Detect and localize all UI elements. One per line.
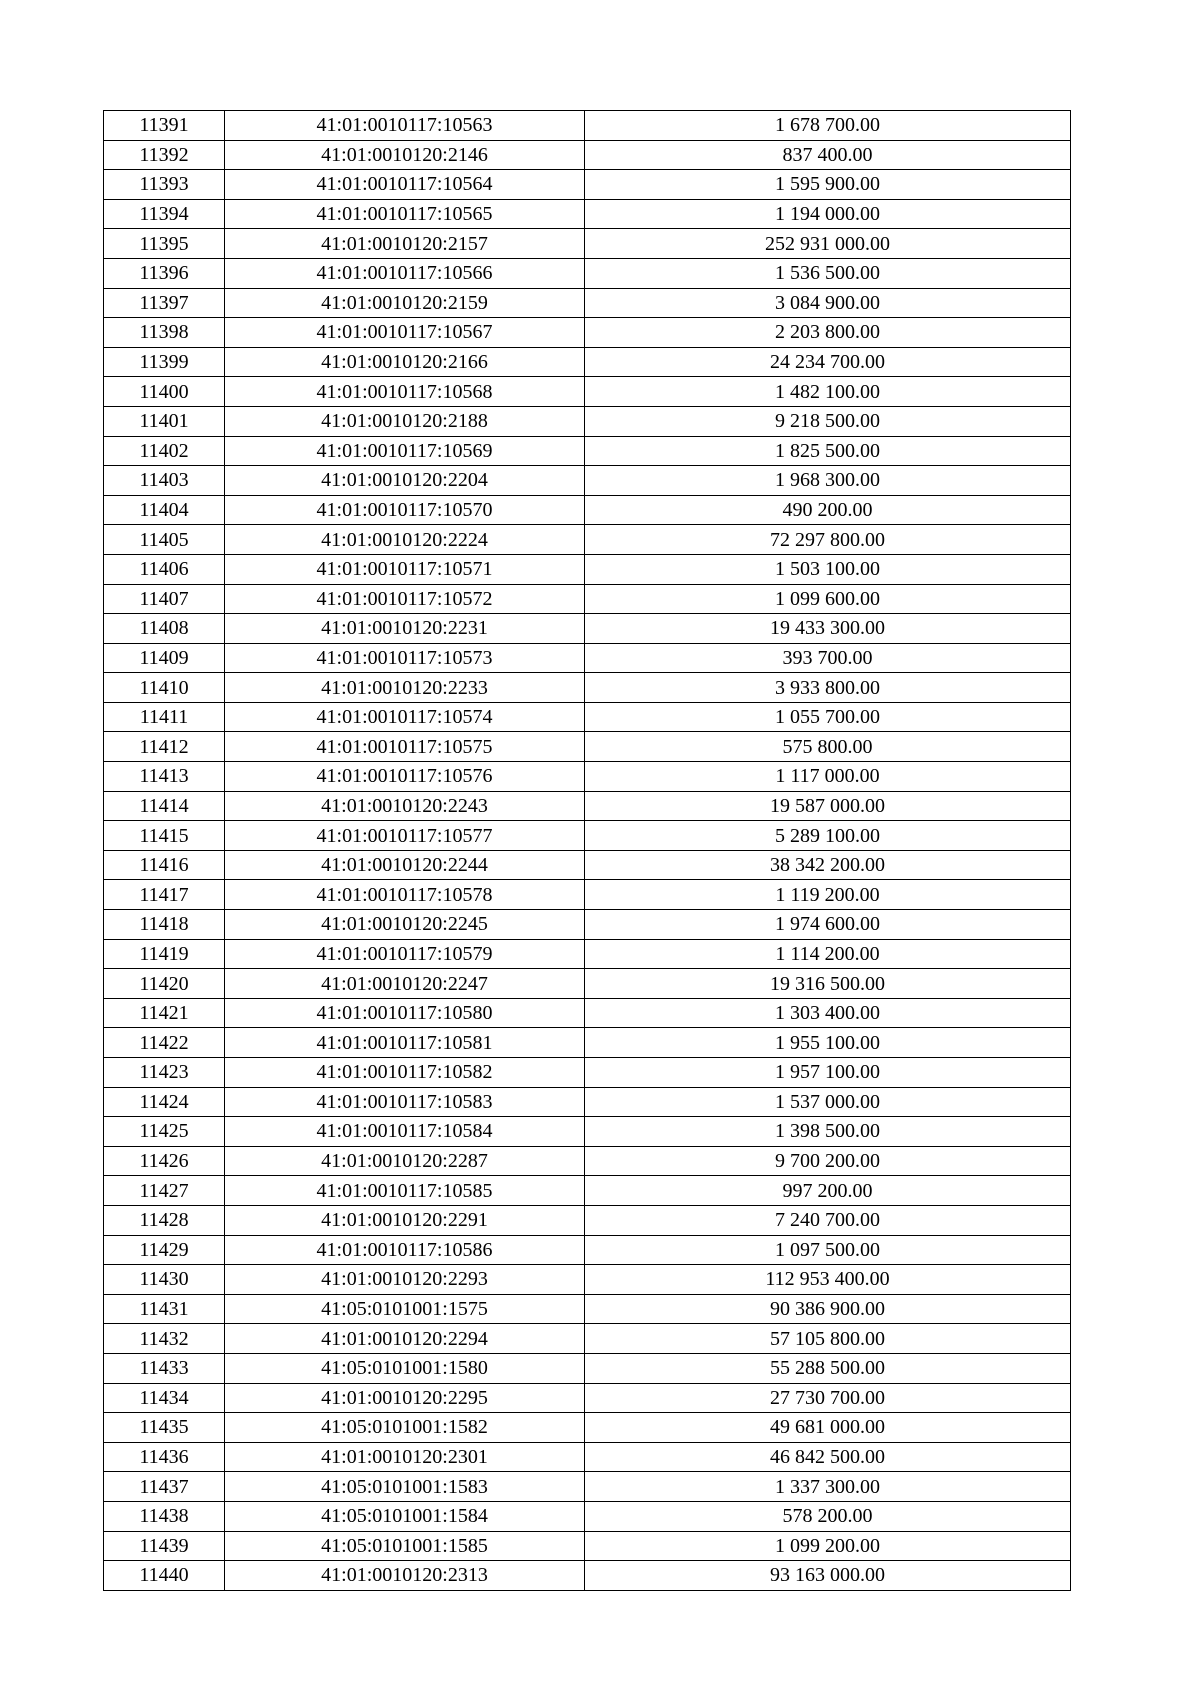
cadastral-number-cell: 41:01:0010120:2243 <box>225 791 585 821</box>
cadastral-value-cell: 1 119 200.00 <box>585 880 1071 910</box>
row-number-cell: 11400 <box>104 377 225 407</box>
cadastral-number-cell: 41:01:0010120:2188 <box>225 406 585 436</box>
table-row <box>104 1205 1071 1235</box>
cadastral-number-cell: 41:01:0010117:10575 <box>225 732 585 762</box>
table-row <box>104 791 1071 821</box>
cadastral-value-table <box>103 110 1071 1591</box>
row-number-cell: 11399 <box>104 347 225 377</box>
row-number-cell: 11398 <box>104 318 225 348</box>
cadastral-value-cell: 9 700 200.00 <box>585 1146 1071 1176</box>
table-row <box>104 1087 1071 1117</box>
cadastral-number-cell: 41:01:0010117:10573 <box>225 643 585 673</box>
table-row <box>104 673 1071 703</box>
row-number-cell: 11403 <box>104 466 225 496</box>
cadastral-value-cell: 393 700.00 <box>585 643 1071 673</box>
cadastral-number-cell: 41:01:0010120:2146 <box>225 140 585 170</box>
cadastral-number-cell: 41:01:0010117:10582 <box>225 1058 585 1088</box>
cadastral-value-cell: 46 842 500.00 <box>585 1442 1071 1472</box>
row-number-cell: 11440 <box>104 1561 225 1591</box>
row-number-cell: 11415 <box>104 821 225 851</box>
table-row <box>104 1028 1071 1058</box>
row-number-cell: 11405 <box>104 525 225 555</box>
cadastral-number-cell: 41:01:0010117:10585 <box>225 1176 585 1206</box>
cadastral-number-cell: 41:01:0010117:10579 <box>225 939 585 969</box>
row-number-cell: 11437 <box>104 1472 225 1502</box>
cadastral-value-cell: 490 200.00 <box>585 495 1071 525</box>
row-number-cell: 11413 <box>104 762 225 792</box>
cadastral-value-cell: 1 503 100.00 <box>585 554 1071 584</box>
cadastral-number-cell: 41:05:0101001:1584 <box>225 1501 585 1531</box>
cadastral-number-cell: 41:01:0010120:2244 <box>225 850 585 880</box>
row-number-cell: 11396 <box>104 258 225 288</box>
cadastral-number-cell: 41:01:0010117:10569 <box>225 436 585 466</box>
row-number-cell: 11433 <box>104 1353 225 1383</box>
table-row <box>104 436 1071 466</box>
cadastral-number-cell: 41:01:0010120:2157 <box>225 229 585 259</box>
row-number-cell: 11414 <box>104 791 225 821</box>
cadastral-number-cell: 41:01:0010117:10564 <box>225 170 585 200</box>
cadastral-number-cell: 41:01:0010120:2231 <box>225 614 585 644</box>
table-row <box>104 1146 1071 1176</box>
table-row <box>104 140 1071 170</box>
cadastral-value-cell: 1 482 100.00 <box>585 377 1071 407</box>
table-row <box>104 258 1071 288</box>
table-body <box>104 111 1071 1591</box>
row-number-cell: 11404 <box>104 495 225 525</box>
cadastral-value-cell: 1 537 000.00 <box>585 1087 1071 1117</box>
cadastral-value-cell: 90 386 900.00 <box>585 1294 1071 1324</box>
row-number-cell: 11418 <box>104 910 225 940</box>
table-row <box>104 1413 1071 1443</box>
table-row <box>104 614 1071 644</box>
cadastral-value-cell: 1 398 500.00 <box>585 1117 1071 1147</box>
cadastral-value-cell: 1 678 700.00 <box>585 111 1071 141</box>
row-number-cell: 11424 <box>104 1087 225 1117</box>
row-number-cell: 11435 <box>104 1413 225 1443</box>
row-number-cell: 11395 <box>104 229 225 259</box>
cadastral-value-cell: 1 968 300.00 <box>585 466 1071 496</box>
table-row <box>104 466 1071 496</box>
cadastral-value-cell: 1 536 500.00 <box>585 258 1071 288</box>
cadastral-value-cell: 3 933 800.00 <box>585 673 1071 703</box>
cadastral-number-cell: 41:01:0010120:2233 <box>225 673 585 703</box>
row-number-cell: 11419 <box>104 939 225 969</box>
row-number-cell: 11439 <box>104 1531 225 1561</box>
cadastral-value-cell: 5 289 100.00 <box>585 821 1071 851</box>
cadastral-number-cell: 41:01:0010120:2293 <box>225 1265 585 1295</box>
cadastral-number-cell: 41:05:0101001:1585 <box>225 1531 585 1561</box>
cadastral-value-cell: 27 730 700.00 <box>585 1383 1071 1413</box>
cadastral-value-cell: 1 974 600.00 <box>585 910 1071 940</box>
table-row <box>104 732 1071 762</box>
table-row <box>104 377 1071 407</box>
cadastral-number-cell: 41:01:0010120:2159 <box>225 288 585 318</box>
row-number-cell: 11426 <box>104 1146 225 1176</box>
row-number-cell: 11421 <box>104 998 225 1028</box>
row-number-cell: 11412 <box>104 732 225 762</box>
row-number-cell: 11394 <box>104 199 225 229</box>
row-number-cell: 11402 <box>104 436 225 466</box>
cadastral-number-cell: 41:01:0010117:10572 <box>225 584 585 614</box>
cadastral-value-cell: 24 234 700.00 <box>585 347 1071 377</box>
cadastral-number-cell: 41:01:0010117:10581 <box>225 1028 585 1058</box>
cadastral-value-cell: 2 203 800.00 <box>585 318 1071 348</box>
table-row <box>104 702 1071 732</box>
cadastral-number-cell: 41:01:0010120:2301 <box>225 1442 585 1472</box>
row-number-cell: 11427 <box>104 1176 225 1206</box>
cadastral-value-cell: 1 303 400.00 <box>585 998 1071 1028</box>
cadastral-number-cell: 41:01:0010117:10574 <box>225 702 585 732</box>
cadastral-value-cell: 1 097 500.00 <box>585 1235 1071 1265</box>
row-number-cell: 11428 <box>104 1205 225 1235</box>
row-number-cell: 11409 <box>104 643 225 673</box>
table-row <box>104 1294 1071 1324</box>
table-row <box>104 762 1071 792</box>
cadastral-number-cell: 41:01:0010120:2295 <box>225 1383 585 1413</box>
cadastral-value-cell: 57 105 800.00 <box>585 1324 1071 1354</box>
table-row <box>104 111 1071 141</box>
row-number-cell: 11416 <box>104 850 225 880</box>
table-row <box>104 199 1071 229</box>
cadastral-value-cell: 1 957 100.00 <box>585 1058 1071 1088</box>
row-number-cell: 11397 <box>104 288 225 318</box>
table-row <box>104 1501 1071 1531</box>
table-row <box>104 406 1071 436</box>
row-number-cell: 11422 <box>104 1028 225 1058</box>
cadastral-number-cell: 41:01:0010117:10566 <box>225 258 585 288</box>
cadastral-value-cell: 837 400.00 <box>585 140 1071 170</box>
cadastral-value-cell: 1 955 100.00 <box>585 1028 1071 1058</box>
row-number-cell: 11393 <box>104 170 225 200</box>
table-row <box>104 1058 1071 1088</box>
cadastral-number-cell: 41:01:0010117:10570 <box>225 495 585 525</box>
cadastral-number-cell: 41:01:0010120:2204 <box>225 466 585 496</box>
cadastral-value-cell: 997 200.00 <box>585 1176 1071 1206</box>
cadastral-value-cell: 19 433 300.00 <box>585 614 1071 644</box>
table-row <box>104 1235 1071 1265</box>
cadastral-value-cell: 1 194 000.00 <box>585 199 1071 229</box>
cadastral-value-cell: 252 931 000.00 <box>585 229 1071 259</box>
table-row <box>104 643 1071 673</box>
cadastral-number-cell: 41:01:0010120:2224 <box>225 525 585 555</box>
cadastral-number-cell: 41:05:0101001:1583 <box>225 1472 585 1502</box>
table-row <box>104 525 1071 555</box>
row-number-cell: 11423 <box>104 1058 225 1088</box>
table-row <box>104 229 1071 259</box>
table-row <box>104 910 1071 940</box>
cadastral-value-cell: 49 681 000.00 <box>585 1413 1071 1443</box>
row-number-cell: 11431 <box>104 1294 225 1324</box>
table-row <box>104 318 1071 348</box>
row-number-cell: 11438 <box>104 1501 225 1531</box>
table-row <box>104 1561 1071 1591</box>
table-row <box>104 584 1071 614</box>
table-row <box>104 288 1071 318</box>
cadastral-value-cell: 93 163 000.00 <box>585 1561 1071 1591</box>
cadastral-number-cell: 41:01:0010117:10563 <box>225 111 585 141</box>
cadastral-number-cell: 41:01:0010120:2245 <box>225 910 585 940</box>
table-row <box>104 998 1071 1028</box>
cadastral-number-cell: 41:01:0010117:10568 <box>225 377 585 407</box>
cadastral-number-cell: 41:01:0010120:2291 <box>225 1205 585 1235</box>
cadastral-number-cell: 41:01:0010117:10578 <box>225 880 585 910</box>
table-row <box>104 850 1071 880</box>
cadastral-number-cell: 41:01:0010120:2313 <box>225 1561 585 1591</box>
row-number-cell: 11434 <box>104 1383 225 1413</box>
cadastral-value-cell: 72 297 800.00 <box>585 525 1071 555</box>
row-number-cell: 11436 <box>104 1442 225 1472</box>
cadastral-number-cell: 41:01:0010117:10583 <box>225 1087 585 1117</box>
row-number-cell: 11430 <box>104 1265 225 1295</box>
table-row <box>104 554 1071 584</box>
cadastral-value-cell: 1 099 600.00 <box>585 584 1071 614</box>
cadastral-number-cell: 41:01:0010117:10580 <box>225 998 585 1028</box>
table-row <box>104 969 1071 999</box>
table-row <box>104 1383 1071 1413</box>
row-number-cell: 11429 <box>104 1235 225 1265</box>
cadastral-value-cell: 112 953 400.00 <box>585 1265 1071 1295</box>
cadastral-value-cell: 7 240 700.00 <box>585 1205 1071 1235</box>
table-row <box>104 1324 1071 1354</box>
cadastral-number-cell: 41:01:0010117:10586 <box>225 1235 585 1265</box>
cadastral-value-cell: 1 099 200.00 <box>585 1531 1071 1561</box>
cadastral-value-cell: 1 337 300.00 <box>585 1472 1071 1502</box>
table-row <box>104 1117 1071 1147</box>
cadastral-value-cell: 1 825 500.00 <box>585 436 1071 466</box>
cadastral-value-cell: 1 117 000.00 <box>585 762 1071 792</box>
table-row <box>104 821 1071 851</box>
cadastral-number-cell: 41:01:0010117:10584 <box>225 1117 585 1147</box>
cadastral-number-cell: 41:01:0010120:2294 <box>225 1324 585 1354</box>
row-number-cell: 11425 <box>104 1117 225 1147</box>
cadastral-number-cell: 41:05:0101001:1575 <box>225 1294 585 1324</box>
cadastral-value-cell: 1 114 200.00 <box>585 939 1071 969</box>
table-row <box>104 347 1071 377</box>
cadastral-number-cell: 41:01:0010117:10567 <box>225 318 585 348</box>
row-number-cell: 11420 <box>104 969 225 999</box>
table-row <box>104 1353 1071 1383</box>
cadastral-number-cell: 41:01:0010117:10565 <box>225 199 585 229</box>
table-row <box>104 1442 1071 1472</box>
table-row <box>104 1176 1071 1206</box>
table-row <box>104 1472 1071 1502</box>
cadastral-number-cell: 41:05:0101001:1580 <box>225 1353 585 1383</box>
table-row <box>104 939 1071 969</box>
cadastral-number-cell: 41:01:0010117:10576 <box>225 762 585 792</box>
cadastral-number-cell: 41:01:0010120:2287 <box>225 1146 585 1176</box>
cadastral-number-cell: 41:01:0010117:10571 <box>225 554 585 584</box>
row-number-cell: 11432 <box>104 1324 225 1354</box>
cadastral-value-cell: 19 587 000.00 <box>585 791 1071 821</box>
row-number-cell: 11417 <box>104 880 225 910</box>
table-row <box>104 495 1071 525</box>
cadastral-value-cell: 3 084 900.00 <box>585 288 1071 318</box>
cadastral-value-cell: 575 800.00 <box>585 732 1071 762</box>
cadastral-value-cell: 1 055 700.00 <box>585 702 1071 732</box>
cadastral-value-cell: 9 218 500.00 <box>585 406 1071 436</box>
cadastral-value-cell: 1 595 900.00 <box>585 170 1071 200</box>
cadastral-value-cell: 55 288 500.00 <box>585 1353 1071 1383</box>
cadastral-value-cell: 38 342 200.00 <box>585 850 1071 880</box>
row-number-cell: 11406 <box>104 554 225 584</box>
row-number-cell: 11391 <box>104 111 225 141</box>
row-number-cell: 11392 <box>104 140 225 170</box>
row-number-cell: 11408 <box>104 614 225 644</box>
table-row <box>104 170 1071 200</box>
table-row <box>104 1265 1071 1295</box>
cadastral-number-cell: 41:01:0010120:2166 <box>225 347 585 377</box>
row-number-cell: 11407 <box>104 584 225 614</box>
table-row <box>104 880 1071 910</box>
cadastral-value-cell: 19 316 500.00 <box>585 969 1071 999</box>
row-number-cell: 11410 <box>104 673 225 703</box>
cadastral-value-cell: 578 200.00 <box>585 1501 1071 1531</box>
row-number-cell: 11401 <box>104 406 225 436</box>
table-row <box>104 1531 1071 1561</box>
cadastral-number-cell: 41:05:0101001:1582 <box>225 1413 585 1443</box>
row-number-cell: 11411 <box>104 702 225 732</box>
cadastral-number-cell: 41:01:0010117:10577 <box>225 821 585 851</box>
cadastral-number-cell: 41:01:0010120:2247 <box>225 969 585 999</box>
